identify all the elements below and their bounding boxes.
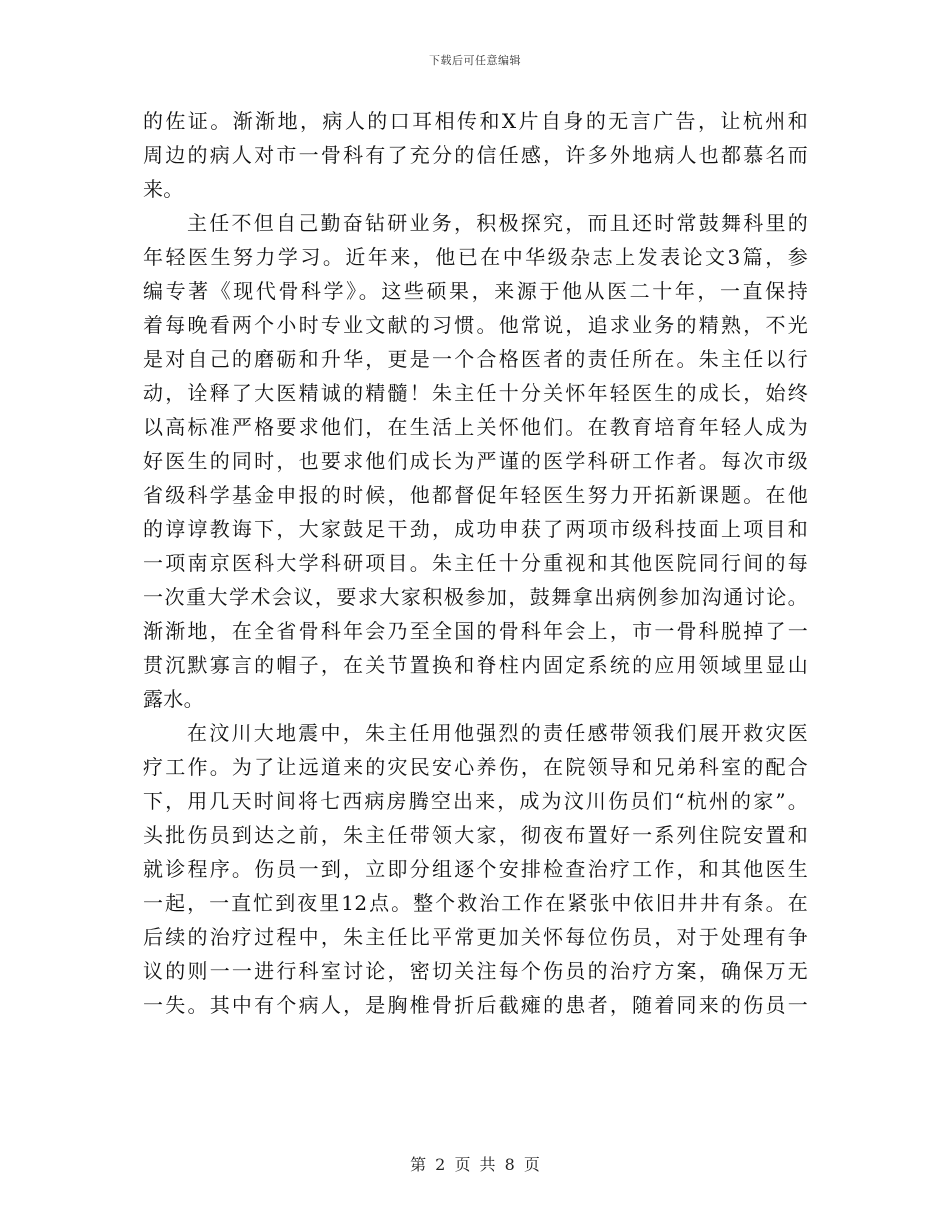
text-line: 年轻医生努力学习。近年来，他已在中华级杂志上发表论文3篇，参 — [143, 245, 808, 269]
text-line: 头批伤员到达之前，朱主任带领大家，彻夜布置好一系列住院安置和 — [143, 823, 808, 847]
text-line: 疗工作。为了让远道来的灾民安心养伤，在院领导和兄弟科室的配合 — [143, 755, 808, 779]
text-line: 的佐证。渐渐地，病人的口耳相传和X片自身的无言广告，让杭州和 — [143, 109, 808, 133]
page-number: 第 2 页 共 8 页 — [410, 1155, 540, 1174]
document-body — [143, 104, 808, 1022]
text-line: 渐渐地，在全省骨科年会乃至全国的骨科年会上，市一骨科脱掉了一 — [143, 619, 808, 643]
text-line: 就诊程序。伤员一到，立即分组逐个安排检查治疗工作，和其他医生 — [143, 857, 808, 881]
text-line: 编专著《现代骨科学》。这些硕果，来源于他从医二十年，一直保持 — [143, 279, 808, 303]
text-line: 的谆谆教诲下，大家鼓足干劲，成功申获了两项市级科技面上项目和 — [143, 517, 808, 541]
text-line: 主任不但自己勤奋钻研业务，积极探究，而且还时常鼓舞科里的 — [187, 211, 808, 235]
text-line: 着每晚看两个小时专业文献的习惯。他常说，追求业务的精熟，不光 — [143, 313, 808, 337]
text-line: 省级科学基金申报的时候，他都督促年轻医生努力开拓新课题。在他 — [143, 483, 808, 507]
text-line: 以高标准严格要求他们，在生活上关怀他们。在教育培育年轻人成为 — [143, 415, 808, 439]
text-line: 贯沉默寡言的帽子，在关节置换和脊柱内固定系统的应用领域里显山 — [143, 653, 808, 677]
paragraph — [143, 716, 808, 1022]
text-line: 来。 — [143, 177, 184, 201]
text-line: 一失。其中有个病人，是胸椎骨折后截瘫的患者，随着同来的伤员一 — [143, 993, 808, 1017]
text-line: 在汶川大地震中，朱主任用他强烈的责任感带领我们展开救灾医 — [187, 721, 808, 745]
text-line: 露水。 — [143, 687, 204, 711]
text-line: 下，用几天时间将七西病房腾空出来，成为汶川伤员们“杭州的家”。 — [143, 789, 808, 813]
text-line: 一起，一直忙到夜里12点。整个救治工作在紧张中依旧井井有条。在 — [143, 891, 808, 915]
text-line: 好医生的同时，也要求他们成长为严谨的医学科研工作者。每次市级 — [143, 449, 808, 473]
page-header: 下载后可任意编辑 — [429, 54, 521, 67]
paragraph — [143, 206, 808, 716]
text-line: 后续的治疗过程中，朱主任比平常更加关怀每位伤员，对于处理有争 — [143, 925, 808, 949]
text-line: 一次重大学术会议，要求大家积极参加，鼓舞拿出病例参加沟通讨论。 — [143, 585, 808, 609]
text-line: 动，诠释了大医精诚的精髓！朱主任十分关怀年轻医生的成长，始终 — [143, 381, 808, 405]
text-line: 议的则一一进行科室讨论，密切关注每个伤员的治疗方案，确保万无 — [143, 959, 808, 983]
text-line: 一项南京医科大学科研项目。朱主任十分重视和其他医院同行间的每 — [143, 551, 808, 575]
text-line: 是对自己的磨砺和升华，更是一个合格医者的责任所在。朱主任以行 — [143, 347, 808, 371]
text-line: 周边的病人对市一骨科有了充分的信任感，许多外地病人也都慕名而 — [143, 143, 808, 167]
paragraph — [143, 104, 808, 206]
